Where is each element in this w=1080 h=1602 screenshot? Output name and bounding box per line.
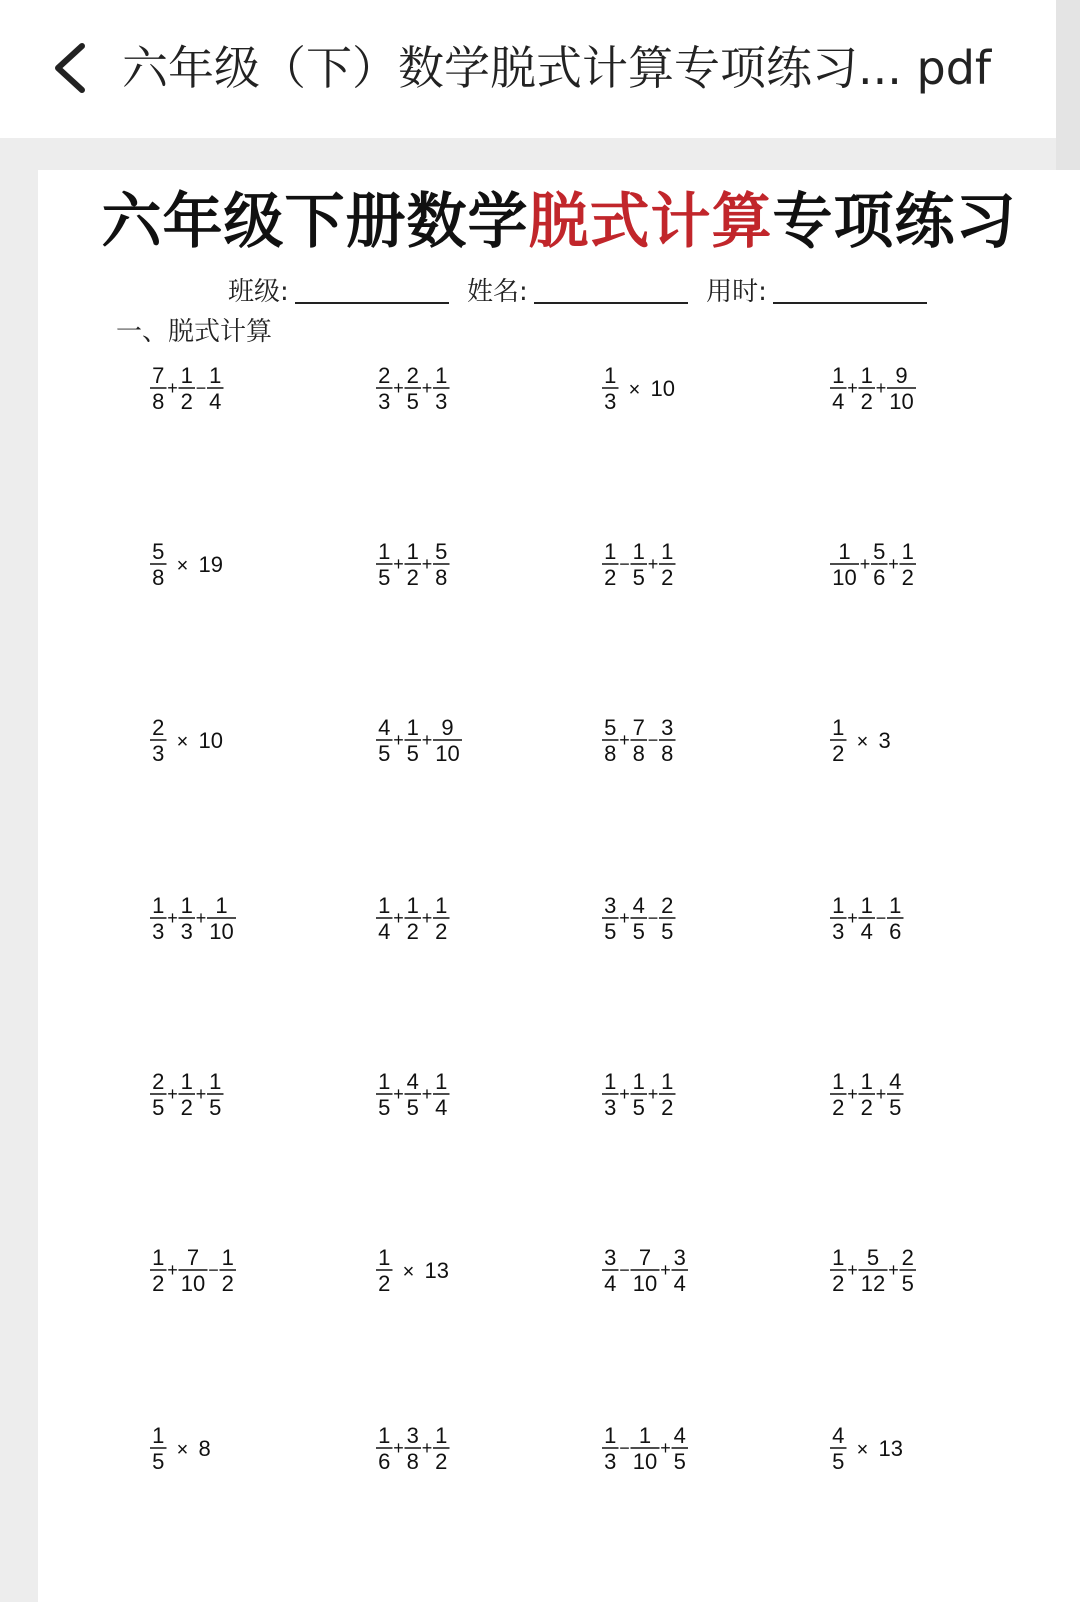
times-operator: × [176, 731, 189, 753]
denominator: 4 [209, 389, 222, 414]
numerator: 7 [186, 1245, 200, 1270]
denominator: 8 [661, 741, 674, 766]
whole-number: 19 [198, 552, 223, 577]
numerator: 1 [838, 539, 851, 564]
problem-4-4 [828, 890, 1048, 960]
denominator: 5 [406, 389, 419, 414]
denominator: 2 [152, 1271, 165, 1296]
denominator: 5 [889, 1095, 902, 1120]
problem-1-3 [600, 360, 820, 430]
problem-1-1 [148, 360, 368, 430]
numerator: 2 [661, 893, 674, 918]
minus-operator: − [647, 908, 659, 928]
denominator: 8 [406, 1449, 419, 1474]
denominator: 2 [435, 1449, 448, 1474]
problem-5-1 [148, 1066, 368, 1136]
numerator: 1 [152, 1423, 165, 1448]
denominator: 12 [860, 1271, 886, 1296]
numerator: 1 [661, 539, 674, 564]
numerator: 5 [873, 539, 886, 564]
numerator: 1 [435, 893, 448, 918]
worksheet-title-part2: 专项练习 [772, 187, 1017, 257]
plus-operator: + [393, 730, 404, 750]
denominator: 5 [209, 1095, 222, 1120]
denominator: 2 [832, 1271, 845, 1296]
denominator: 5 [378, 565, 391, 590]
denominator: 8 [152, 389, 165, 414]
whole-number: 10 [198, 728, 223, 753]
numerator: 1 [209, 363, 222, 388]
problem-5-2 [374, 1066, 594, 1136]
plus-operator: + [393, 1438, 404, 1458]
whole-number: 3 [878, 728, 891, 753]
plus-operator: + [167, 908, 178, 928]
denominator: 3 [604, 1095, 617, 1120]
denominator: 2 [661, 565, 674, 590]
numerator: 1 [435, 363, 448, 388]
plus-operator: + [647, 554, 659, 574]
denominator: 2 [832, 1095, 845, 1120]
denominator: 2 [180, 389, 193, 414]
class-label: 班级: [228, 277, 289, 307]
denominator: 2 [901, 565, 914, 590]
problem-7-3 [600, 1420, 820, 1490]
denominator: 2 [832, 741, 845, 766]
problem-3-1 [148, 712, 368, 782]
plus-operator: + [847, 378, 858, 398]
denominator: 4 [435, 1095, 448, 1120]
problem-2-2 [374, 536, 594, 606]
times-operator: × [176, 1439, 189, 1461]
numerator: 2 [152, 1069, 165, 1094]
denominator: 10 [632, 1271, 658, 1296]
plus-operator: + [847, 908, 858, 928]
denominator: 5 [673, 1449, 686, 1474]
plus-operator: + [888, 554, 899, 574]
times-operator: × [856, 731, 869, 753]
denominator: 3 [180, 919, 193, 944]
denominator: 8 [632, 741, 645, 766]
problem-6-3 [600, 1242, 820, 1312]
times-operator: × [402, 1261, 415, 1283]
numerator: 1 [832, 363, 845, 388]
plus-operator: + [393, 908, 404, 928]
denominator: 6 [889, 919, 902, 944]
numerator: 7 [632, 715, 645, 740]
plus-operator: + [875, 378, 887, 398]
problem-5-3 [600, 1066, 820, 1136]
problem-7-1 [148, 1420, 368, 1490]
problem-1-4 [828, 360, 1048, 430]
problem-4-3 [600, 890, 820, 960]
problem-2-4 [828, 536, 1048, 606]
numerator: 1 [860, 1069, 873, 1094]
times-operator: × [856, 1439, 869, 1461]
plus-operator: + [421, 554, 433, 574]
plus-operator: + [393, 1084, 404, 1104]
numerator: 1 [180, 893, 193, 918]
minus-operator: − [195, 378, 207, 398]
numerator: 1 [378, 1245, 391, 1270]
problem-4-1 [148, 890, 368, 960]
denominator: 4 [378, 919, 391, 944]
denominator: 2 [180, 1095, 193, 1120]
denominator: 5 [406, 741, 419, 766]
plus-operator: + [393, 378, 404, 398]
denominator: 5 [378, 741, 391, 766]
numerator: 1 [209, 1069, 222, 1094]
plus-operator: + [167, 1260, 178, 1280]
numerator: 1 [378, 1069, 391, 1094]
denominator: 3 [378, 389, 391, 414]
denominator: 4 [604, 1271, 617, 1296]
minus-operator: − [619, 1438, 630, 1458]
numerator: 1 [378, 893, 391, 918]
numerator: 1 [406, 893, 419, 918]
times-operator: × [628, 379, 641, 401]
plus-operator: + [421, 378, 433, 398]
numerator: 1 [632, 1069, 645, 1094]
denominator: 6 [873, 565, 886, 590]
denominator: 2 [661, 1095, 674, 1120]
denominator: 5 [406, 1095, 419, 1120]
denominator: 8 [152, 565, 165, 590]
denominator: 5 [661, 919, 674, 944]
denominator: 2 [860, 1095, 873, 1120]
problem-3-2 [374, 712, 594, 782]
plus-operator: + [167, 378, 178, 398]
chevron-left-icon [48, 40, 96, 96]
numerator: 1 [604, 363, 617, 388]
problem-4-2 [374, 890, 594, 960]
minus-operator: − [208, 1260, 219, 1280]
numerator: 2 [152, 715, 165, 740]
denominator: 10 [889, 389, 914, 414]
whole-number: 8 [198, 1436, 211, 1461]
minus-operator: − [619, 554, 630, 574]
denominator: 10 [832, 565, 857, 590]
numerator: 1 [832, 893, 845, 918]
denominator: 5 [632, 565, 645, 590]
numerator: 5 [152, 539, 165, 564]
numerator: 4 [632, 893, 645, 918]
plus-operator: + [619, 1084, 630, 1104]
plus-operator: + [421, 1084, 433, 1104]
denominator: 3 [604, 1449, 617, 1474]
denominator: 5 [632, 919, 645, 944]
numerator: 1 [638, 1423, 652, 1448]
numerator: 3 [604, 893, 617, 918]
denominator: 3 [152, 919, 165, 944]
numerator: 1 [832, 715, 845, 740]
plus-operator: + [647, 1084, 659, 1104]
numerator: 4 [406, 1069, 419, 1094]
numerator: 1 [180, 1069, 193, 1094]
whole-number: 13 [424, 1258, 449, 1283]
denominator: 2 [221, 1271, 234, 1296]
numerator: 1 [604, 539, 617, 564]
plus-operator: + [195, 1084, 207, 1104]
problem-7-4 [828, 1420, 1048, 1490]
denominator: 3 [604, 389, 617, 414]
top-bar [0, 0, 1080, 138]
problem-6-2 [374, 1242, 594, 1312]
numerator: 2 [901, 1245, 914, 1270]
denominator: 3 [152, 741, 165, 766]
problem-1-2 [374, 360, 594, 430]
numerator: 1 [661, 1069, 674, 1094]
numerator: 7 [152, 363, 165, 388]
worksheet-title-part1: 六年级下册数学 [101, 187, 529, 257]
denominator: 2 [604, 565, 617, 590]
numerator: 1 [632, 539, 645, 564]
problem-3-3 [600, 712, 820, 782]
plus-operator: + [847, 1260, 858, 1280]
numerator: 3 [661, 715, 674, 740]
numerator: 4 [889, 1069, 902, 1094]
denominator: 2 [406, 565, 419, 590]
minus-operator: − [875, 908, 887, 928]
numerator: 1 [832, 1069, 845, 1094]
denominator: 5 [832, 1449, 845, 1474]
whole-number: 13 [878, 1436, 903, 1461]
document-title: 六年级（下）数学脱式计算专项练习... pdf [122, 41, 992, 95]
numerator: 1 [860, 363, 873, 388]
denominator: 10 [632, 1449, 658, 1474]
name-label: 姓名: [467, 277, 528, 307]
section-label: 一、脱式计算 [116, 317, 273, 347]
denominator: 5 [632, 1095, 645, 1120]
numerator: 1 [406, 539, 419, 564]
minus-operator: − [619, 1260, 630, 1280]
numerator: 2 [406, 363, 419, 388]
time-label: 用时: [706, 277, 767, 307]
plus-operator: + [847, 1084, 858, 1104]
numerator: 1 [435, 1069, 448, 1094]
numerator: 4 [378, 715, 391, 740]
numerator: 9 [441, 715, 454, 740]
plus-operator: + [619, 908, 630, 928]
numerator: 4 [832, 1423, 845, 1448]
numerator: 2 [378, 363, 391, 388]
numerator: 3 [673, 1245, 686, 1270]
denominator: 2 [435, 919, 448, 944]
denominator: 3 [832, 919, 845, 944]
denominator: 5 [152, 1449, 165, 1474]
problem-2-1 [148, 536, 368, 606]
denominator: 8 [604, 741, 617, 766]
numerator: 5 [435, 539, 448, 564]
plus-operator: + [660, 1260, 671, 1280]
plus-operator: + [421, 1438, 433, 1458]
denominator: 10 [209, 919, 234, 944]
numerator: 3 [604, 1245, 617, 1270]
numerator: 1 [152, 893, 165, 918]
plus-operator: + [167, 1084, 178, 1104]
plus-operator: + [619, 730, 630, 750]
problem-3-4 [828, 712, 1048, 782]
numerator: 1 [901, 539, 914, 564]
pdf-page [38, 170, 1080, 1602]
plus-operator: + [859, 554, 871, 574]
numerator: 1 [604, 1423, 617, 1448]
denominator: 3 [435, 389, 448, 414]
plus-operator: + [421, 730, 433, 750]
whole-number: 10 [650, 376, 675, 401]
numerator: 4 [673, 1423, 686, 1448]
plus-operator: + [421, 908, 433, 928]
numerator: 7 [638, 1245, 652, 1270]
numerator: 1 [832, 1245, 845, 1270]
numerator: 5 [866, 1245, 880, 1270]
numerator: 1 [860, 893, 873, 918]
times-operator: × [176, 555, 189, 577]
numerator: 1 [889, 893, 902, 918]
back-button[interactable] [48, 40, 96, 96]
denominator: 5 [152, 1095, 165, 1120]
minus-operator: − [647, 730, 659, 750]
plus-operator: + [660, 1438, 671, 1458]
plus-operator: + [195, 908, 207, 928]
denominator: 10 [435, 741, 460, 766]
denominator: 8 [435, 565, 448, 590]
denominator: 5 [378, 1095, 391, 1120]
problem-7-2 [374, 1420, 594, 1490]
problem-6-1 [148, 1242, 368, 1312]
denominator: 2 [378, 1271, 391, 1296]
numerator: 9 [895, 363, 908, 388]
plus-operator: + [875, 1084, 887, 1104]
denominator: 4 [860, 919, 873, 944]
denominator: 2 [860, 389, 873, 414]
numerator: 5 [604, 715, 617, 740]
problem-grid [38, 170, 1080, 1602]
numerator: 1 [180, 363, 193, 388]
denominator: 4 [673, 1271, 686, 1296]
worksheet-title-highlight: 脱式计算 [528, 187, 773, 257]
problem-6-4 [828, 1242, 1048, 1312]
denominator: 5 [604, 919, 617, 944]
problem-2-3 [600, 536, 820, 606]
denominator: 4 [832, 389, 845, 414]
numerator: 1 [152, 1245, 165, 1270]
numerator: 1 [221, 1245, 234, 1270]
numerator: 1 [378, 1423, 391, 1448]
problem-5-4 [828, 1066, 1048, 1136]
numerator: 3 [406, 1423, 419, 1448]
denominator: 10 [180, 1271, 206, 1296]
numerator: 1 [604, 1069, 617, 1094]
denominator: 2 [406, 919, 419, 944]
numerator: 1 [406, 715, 419, 740]
numerator: 1 [435, 1423, 448, 1448]
numerator: 1 [215, 893, 228, 918]
denominator: 6 [378, 1449, 391, 1474]
plus-operator: + [393, 554, 404, 574]
plus-operator: + [888, 1260, 899, 1280]
numerator: 1 [378, 539, 391, 564]
denominator: 5 [901, 1271, 914, 1296]
